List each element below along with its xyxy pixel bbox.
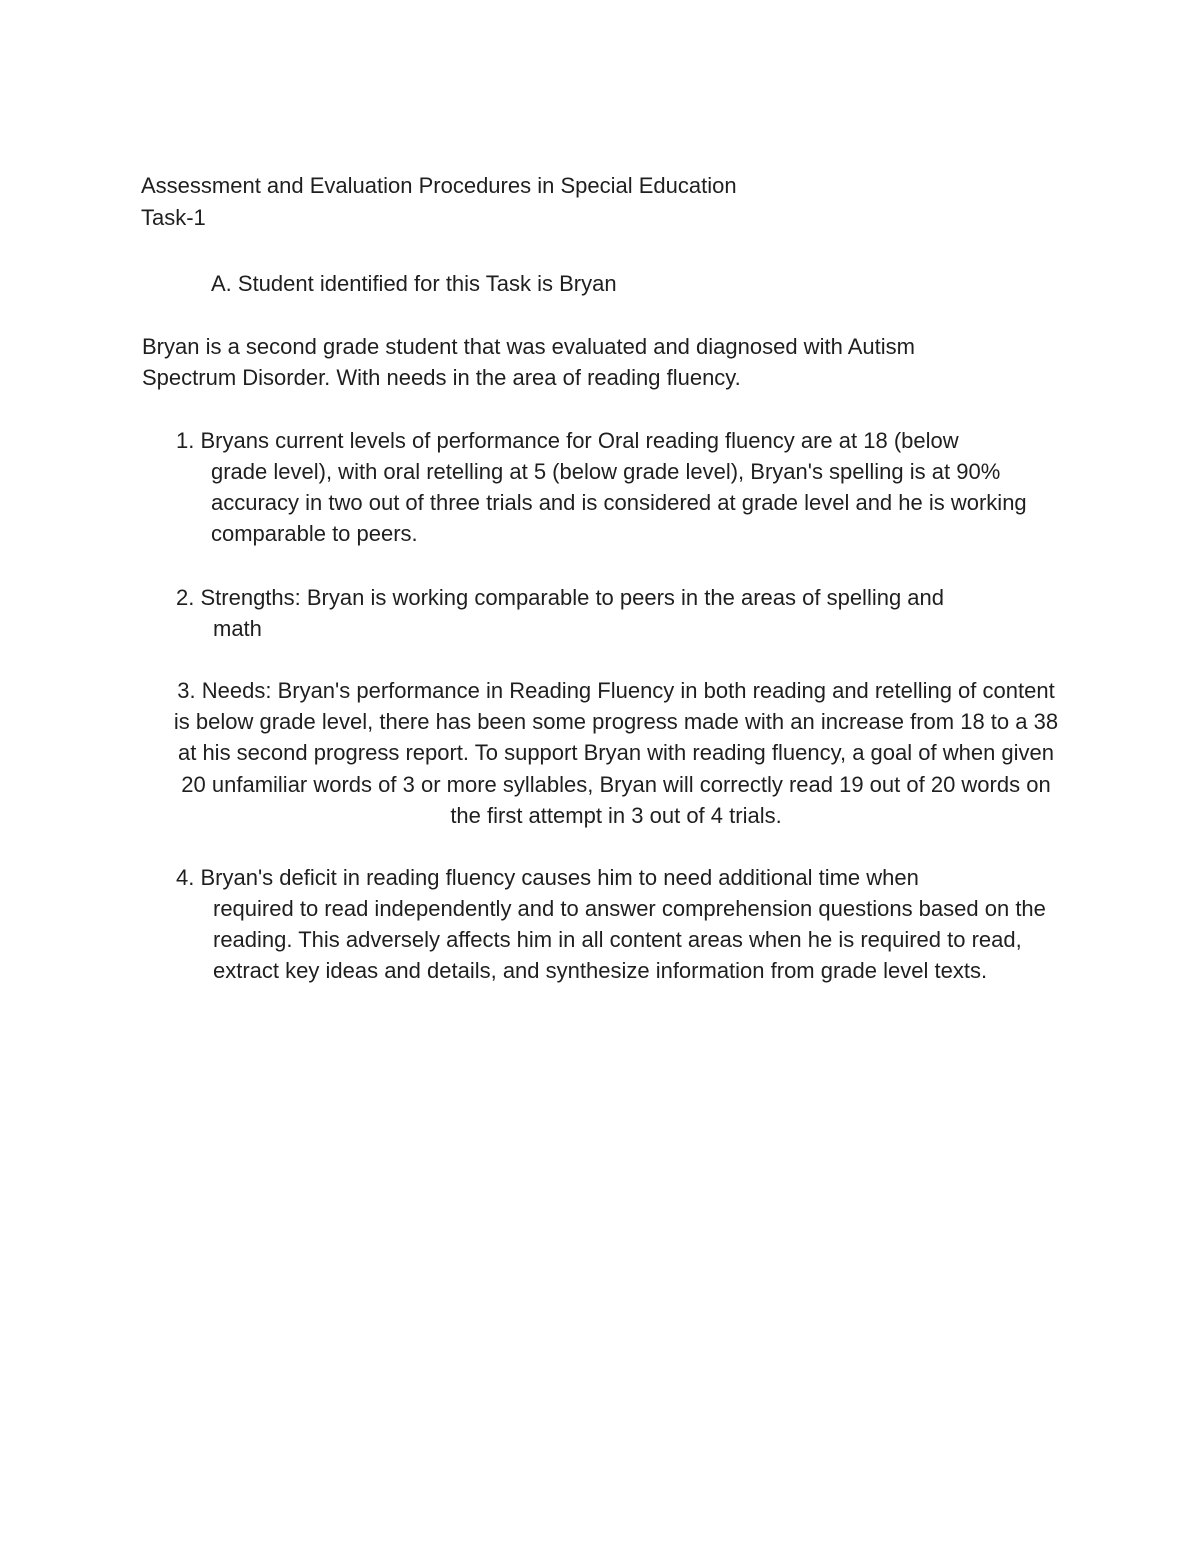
list-item-2-first-text: Strengths: Bryan is working comparable to peers in the areas of spelling and <box>200 585 945 610</box>
list-item-1-first-line <box>176 425 1066 456</box>
list-item-2 <box>176 582 1066 644</box>
list-item-2-first-line <box>176 582 1066 613</box>
list-item-4-first-text: Bryan's deficit in reading fluency causes him to need additional time when <box>200 865 919 890</box>
list-item-2-number: 2. <box>176 585 195 610</box>
list-item-1-rest: grade level), with oral retelling at 5 (below grade level), Bryan's spelling is at 90% accuracy in two out of three trials and is considered at grade level and he is working comparable to peers. <box>211 459 1027 547</box>
document-title: Assessment and Evaluation Procedures in Special Education <box>141 173 737 198</box>
list-item-1-number: 1. <box>176 428 195 453</box>
list-item-4-number: 4. <box>176 865 195 890</box>
document-subtitle: Task-1 <box>141 205 206 230</box>
list-item-3: 3. Needs: Bryan's performance in Reading Fluency in both reading and retelling of content is below grade level, there has been some progress made with an increase from 18 to a 38 at his second progress report. To support Bryan with reading fluency, a goal of when given 20 unfamiliar words of 3 or more syllables, Bryan will correctly read 19 out of 20 words on the first attempt in 3 out of 4 trials. <box>173 678 1059 828</box>
intro-paragraph: Bryan is a second grade student that was evaluated and diagnosed with Autism Spectrum Disorder. With needs in the area of reading fluency. <box>142 334 915 391</box>
list-item-1-first-text: Bryans current levels of performance for Oral reading fluency are at 18 (below <box>200 428 959 453</box>
list-item-2-rest: math <box>213 616 262 641</box>
list-item-4-rest: required to read independently and to answer comprehension questions based on the reading. This adversely affects him in all content areas when he is required to read, extract key ideas and details, and synthesize information from grade level texts. <box>213 896 1046 984</box>
list-item-1 <box>176 425 1066 550</box>
list-item-4-first-line <box>176 862 1066 893</box>
list-item-4 <box>176 862 1066 987</box>
section-a-heading: A. Student identified for this Task is Bryan <box>211 271 617 296</box>
